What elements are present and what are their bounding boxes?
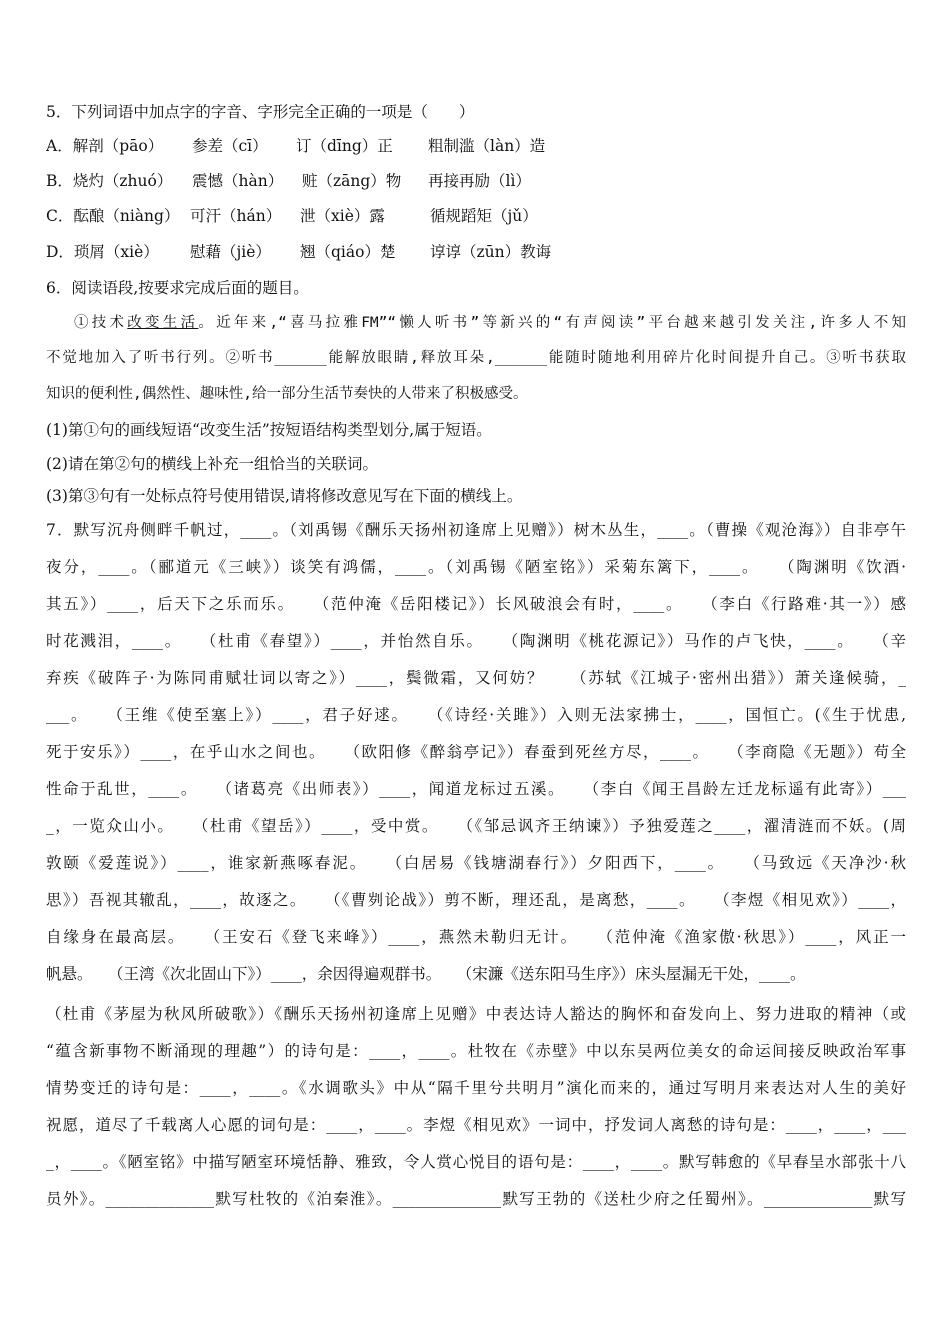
option-c-word-4: 循规蹈矩（jǔ）: [430, 207, 538, 225]
q7-line: 敦颐《爱莲说》）____，谁家新燕啄春泥。 （白居易《钱塘湖春行》）夕阳西下，____。 （马致远《天净沙·秋: [46, 854, 906, 872]
option-d-word-4: 谆谆（zūn）教诲: [430, 243, 552, 261]
option-c-word-3: 泄（xiè）露: [300, 207, 385, 225]
q7-line: 死于安乐》）____，在乎山水之间也。 （欧阳修《醉翁亭记》）春蚕到死丝方尽，____。 （李商隐《无题》）苟全: [46, 743, 906, 761]
q7-line: 思》）吾视其辙乱，____，故逐之。 （《曹刿论战》）剪不断，理还乱，是离愁，____。 （李煜《相见欢》）____，: [46, 891, 906, 909]
q7-line: 时花溅泪，____。 （杜甫《春望》）____，并怡然自乐。 （陶渊明《桃花源记》）马作的卢飞快，____。 （辛: [46, 632, 906, 650]
q7-line: 弃疾《破阵子·为陈同甫赋壮词以寄之》）____，鬓微霜，又何妨？ （苏轼《江城子·密州出猎》）萧关逢候骑，_: [46, 669, 906, 687]
q5-option-d: [46, 240, 906, 264]
passage-prefix: ①技术: [74, 315, 128, 331]
q6-subquestion-2: (2)请在第②句的横线上补充一组恰当的关联词。: [46, 455, 378, 473]
option-c-word-1: C．酝酿（niàng）: [46, 207, 180, 225]
q6-subquestion-1: (1)第①句的画线短语“改变生活”按短语结构类型划分,属于短语。: [46, 421, 492, 439]
option-a-word-1: A．解剖（pāo）: [46, 137, 164, 155]
q6-passage-line-3: 知识的便利性,偶然性、趣味性,给一部分生活节奏快的人带来了积极感受。: [46, 386, 528, 402]
q7-line: 情势变迁的诗句是：____，____。《水调歌头》中从“隔千里兮共明月”演化而来的，通过写明月来表达对人生的美好: [46, 1079, 906, 1097]
q7-line: 夜分，____。（郦道元《三峡》）谈笑有鸿儒，____。（刘禹锡《陋室铭》）采菊东篱下，____。 （陶渊明《饮酒·: [46, 558, 906, 576]
option-b-word-2: 震憾（hàn）: [192, 172, 284, 190]
q7-line: ___。 （王维《使至塞上》）____，君子好逑。 （《诗经·关雎》）入则无法家拂士，____，国恒亡。(《生于忧患,: [46, 706, 906, 724]
q7-line: _，____。《陋室铭》中描写陋室环境恬静、雅致，令人赏心悦目的语句是：____，____。默写韩愈的《早春呈水部张十八: [46, 1153, 906, 1171]
q6-passage-line-1: [74, 311, 906, 335]
q7-line: 自缘身在最高层。 （王安石《登飞来峰》）____，燕然未勒归无计。 （范仲淹《渔家傲·秋思》）____，风正一: [46, 928, 906, 946]
passage-rest: 。近年来,“喜马拉雅FM”“懒人听书”等新兴的“有声阅读”平台越来越引发关注,许多人不知: [198, 315, 906, 331]
underlined-phrase: 改变生活: [127, 315, 199, 331]
option-b-word-3: 赃（zāng）物: [302, 172, 402, 190]
q5-option-b: [46, 169, 906, 193]
q5-option-c: [46, 204, 906, 228]
option-a-word-4: 粗制滥（làn）造: [428, 137, 546, 155]
option-c-word-2: 可汗（hán）: [190, 207, 282, 225]
q6-stem: 6．阅读语段,按要求完成后面的题目。: [46, 279, 309, 297]
option-b-word-4: 再接再励（lì）: [428, 172, 531, 190]
option-d-word-3: 翘（qiáo）楚: [300, 243, 396, 261]
q7-line: 性命于乱世，____。 （诸葛亮《出师表》）____，闻道龙标过五溪。 （李白《闻王昌龄左迁龙标遥有此寄》）___: [46, 780, 906, 798]
option-b-word-1: B．烧灼（zhuó）: [46, 172, 173, 190]
q5-option-a: [46, 134, 906, 158]
q6-passage-line-2: 不觉地加入了听书行列。②听书______能解放眼睛,释放耳朵,______能随时随地利用碎片化时间提升自己。③听书获取: [46, 350, 906, 366]
option-a-word-3: 订（dīng）正: [296, 137, 393, 155]
option-a-word-2: 参差（cī）: [192, 137, 268, 155]
q7-line: 帆悬。 （王湾《次北固山下》）____，余因得遍观群书。 （宋濂《送东阳马生序》）床头屋漏无干处，____。: [46, 965, 806, 983]
q7-line: （杜甫《茅屋为秋风所破歌》）《酬乐天扬州初逢席上见赠》中表达诗人豁达的胸怀和奋发向上、努力进取的精神（或: [46, 1005, 906, 1023]
option-d-word-2: 慰藉（jiè）: [190, 243, 271, 261]
q7-line: 其五》）____，后天下之乐而乐。 （范仲淹《岳阳楼记》）长风破浪会有时，____。 （李白《行路难·其一》）感: [46, 595, 906, 613]
q7-line: “蕴含新事物不断涌现的理趣”）的诗句是：____，____。杜牧在《赤壁》中以东吴两位美女的命运间接反映政治军事: [46, 1042, 906, 1060]
q5-stem: 5．下列词语中加点字的字音、字形完全正确的一项是（ ）: [46, 103, 475, 121]
q7-line: _，一览众山小。 （杜甫《望岳》）____，受中赏。 （《邹忌讽齐王纳谏》）予独爱莲之____，濯清涟而不妖。(周: [46, 817, 906, 835]
q7-line: 7．默写沉舟侧畔千帆过，____。（刘禹锡《酬乐天扬州初逢席上见赠》）树木丛生，____。（曹操《观沧海》）自非亭午: [46, 521, 906, 539]
q6-subquestion-3: (3)第③句有一处标点符号使用错误,请将修改意见写在下面的横线上。: [46, 487, 523, 505]
option-d-word-1: D．琐屑（xiè）: [46, 243, 159, 261]
q7-line: 祝愿，道尽了千载离人心愿的词句是：____，____。李煜《相见欢》一词中，抒发词人离愁的诗句是：____，____，___: [46, 1116, 906, 1134]
q7-line: 员外》。______________默写杜牧的《泊秦淮》。______________默写王勃的《送杜少府之任蜀州》。______________默写: [46, 1190, 906, 1208]
